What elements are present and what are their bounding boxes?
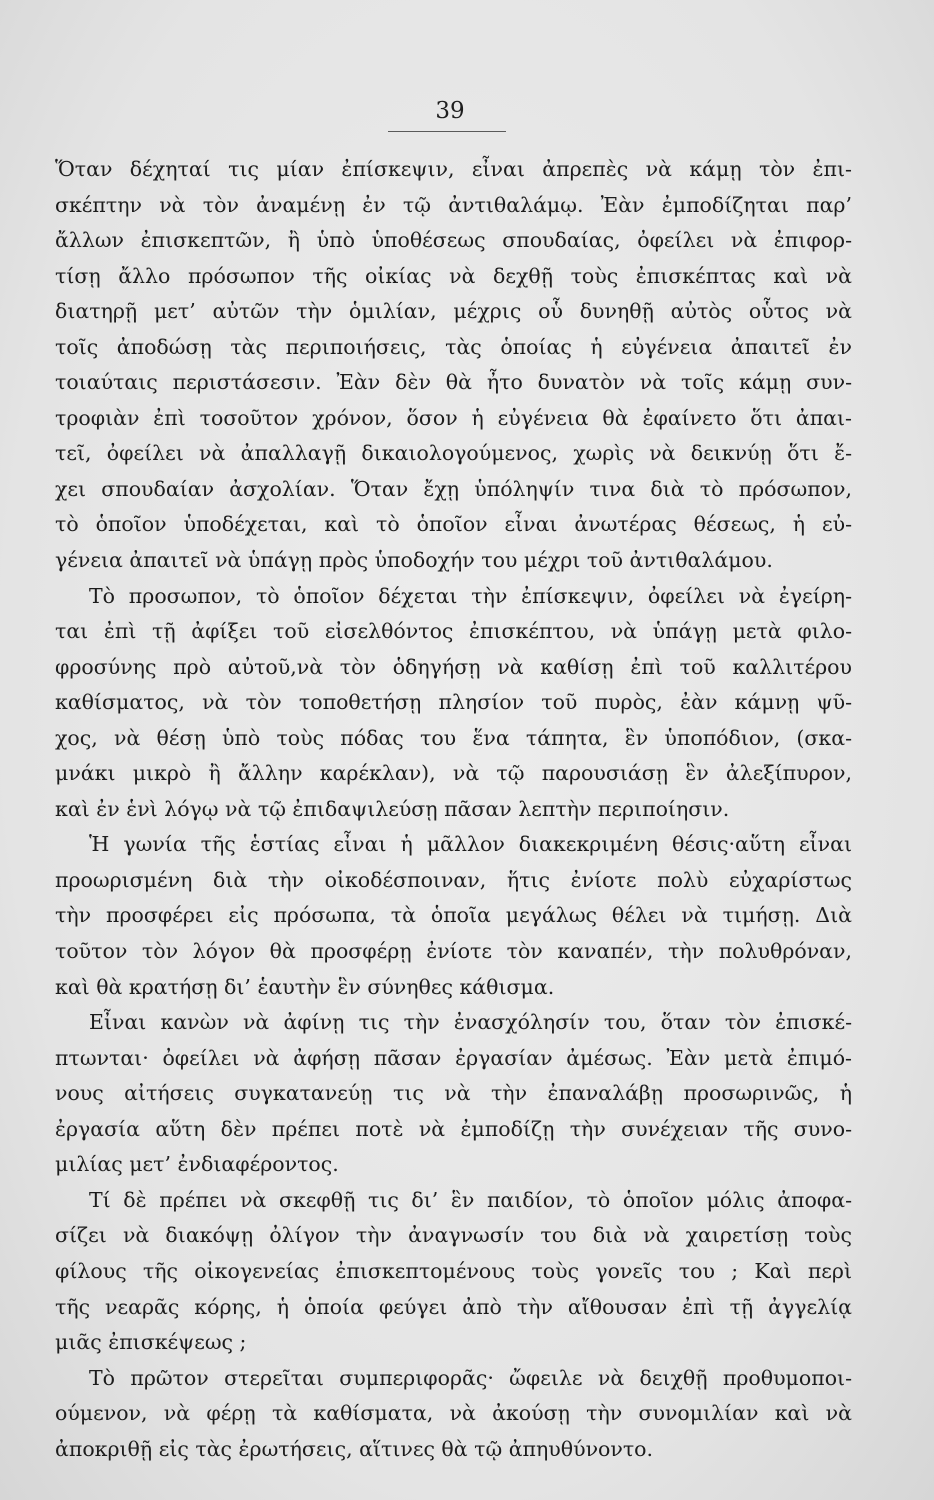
text-line: Τί δὲ πρέπει νὰ σκεφθῇ τις δι’ ἓν παιδίον, τὸ ὁποῖον μόλις ἀποφα- [89, 1187, 852, 1212]
page-number-rule [388, 131, 506, 132]
text-line: καὶ ἐν ἑνὶ λόγῳ νὰ τῷ ἐπιδαψιλεύσῃ πᾶσαν λεπτὴν περιποίησιν. [55, 796, 730, 821]
text-line: καὶ θὰ κρατήσῃ δι’ ἑαυτὴν ἓν σύνηθες κάθισμα. [55, 974, 555, 999]
text-line: τεῖ, ὀφείλει νὰ ἀπαλλαγῇ δικαιολογούμενος, χωρὶς νὰ δεικνύῃ ὅτι ἔ- [55, 441, 852, 466]
text-line: νους αἰτήσεις συγκατανεύῃ τις νὰ τὴν ἐπαναλάβῃ προσωρινῶς, ἡ [55, 1081, 852, 1106]
text-line: τοῦτον τὸν λόγον θὰ προσφέρῃ ἐνίοτε τὸν καναπέν, τὴν πολυθρόναν, [55, 939, 852, 964]
text-line: τὸ ὁποῖον ὑποδέχεται, καὶ τὸ ὁποῖον εἶναι ἀνωτέρας θέσεως, ἡ εὐ- [55, 512, 852, 537]
text-line: Τὸ προσωπον, τὸ ὁποῖον δέχεται τὴν ἐπίσκεψιν, ὀφείλει νὰ ἐγείρη- [89, 583, 852, 608]
text-line: πτωνται· ὀφείλει νὰ ἀφήσῃ πᾶσαν ἐργασίαν ἀμέσως. Ἐὰν μετὰ ἐπιμό- [55, 1045, 852, 1070]
text-line: τοῖς ἀποδώσῃ τὰς περιποιήσεις, τὰς ὁποίας ἡ εὐγένεια ἀπαιτεῖ ἐν [55, 334, 852, 359]
text-line: Εἶναι κανὼν νὰ ἀφίνῃ τις τὴν ἐνασχόλησίν του, ὅταν τὸν ἐπισκέ- [89, 1010, 852, 1035]
text-line: φίλους τῆς οἰκογενείας ἐπισκεπτομένους τοὺς γονεῖς του ; Καὶ περὶ [55, 1258, 852, 1283]
text-line: χει σπουδαίαν ἀσχολίαν. Ὅταν ἔχῃ ὑπόληψίν τινα διὰ τὸ πρόσωπον, [55, 476, 852, 501]
body-text [55, 152, 852, 1467]
text-line: ἐργασία αὕτη δὲν πρέπει ποτὲ νὰ ἐμποδίζῃ τὴν συνέχειαν τῆς συνο- [55, 1116, 852, 1141]
text-line: ούμενον, νὰ φέρῃ τὰ καθίσματα, νὰ ἀκούσῃ τὴν συνομιλίαν καὶ νὰ [55, 1401, 852, 1426]
text-line: τῆς νεαρᾶς κόρης, ἡ ὁποία φεύγει ἀπὸ τὴν αἴθουσαν ἐπὶ τῇ ἀγγελίᾳ [55, 1294, 852, 1319]
text-line: μιλίας μετ’ ἐνδιαφέροντος. [55, 1152, 339, 1177]
text-line: γένεια ἀπαιτεῖ νὰ ὑπάγῃ πρὸς ὑποδοχήν του μέχρι τοῦ ἀντιθαλάμου. [55, 548, 773, 573]
text-line: Τὸ πρῶτον στερεῖται συμπεριφορᾶς· ὤφειλε νὰ δειχθῇ προθυμοποι- [89, 1365, 852, 1390]
text-line: φροσύνης πρὸ αὐτοῦ,νὰ τὸν ὁδηγήσῃ νὰ καθίσῃ ἐπὶ τοῦ καλλιτέρου [55, 654, 852, 679]
text-line: τίσῃ ἄλλο πρόσωπον τῆς οἰκίας νὰ δεχθῇ τοὺς ἐπισκέπτας καὶ νὰ [55, 263, 852, 288]
text-line: μιᾶς ἐπισκέψεως ; [55, 1330, 247, 1355]
text-line: καθίσματος, νὰ τὸν τοποθετήσῃ πλησίον τοῦ πυρὸς, ἐὰν κάμνῃ ψῦ- [55, 690, 852, 715]
text-line: Ἡ γωνία τῆς ἑστίας εἶναι ἡ μᾶλλον διακεκριμένη θέσις·αὕτη εἶναι [89, 832, 852, 857]
text-line: σίζει νὰ διακόψῃ ὀλίγον τὴν ἀναγνωσίν του διὰ νὰ χαιρετίσῃ τοὺς [55, 1223, 852, 1248]
text-line: μνάκι μικρὸ ἢ ἄλλην καρέκλαν), νὰ τῷ παρουσιάσῃ ἓν ἀλεξίπυρον, [55, 761, 852, 786]
text-line: τὴν προσφέρει εἰς πρόσωπα, τὰ ὁποῖα μεγάλως θέλει νὰ τιμήσῃ. Διὰ [55, 903, 852, 928]
text-line: σκέπτην νὰ τὸν ἀναμένῃ ἐν τῷ ἀντιθαλάμῳ. Ἐὰν ἐμποδίζηται παρ’ [55, 192, 852, 217]
text-line: προωρισμένη διὰ τὴν οἰκοδέσποιναν, ἥτις ἐνίοτε πολὺ εὐχαρίστως [55, 867, 852, 892]
text-line: Ὅταν δέχηταί τις μίαν ἐπίσκεψιν, εἶναι ἀπρεπὲς νὰ κάμῃ τὸν ἐπι- [55, 157, 852, 181]
page-number: 39 [435, 98, 465, 124]
text-line: ται ἐπὶ τῇ ἀφίξει τοῦ εἰσελθόντος ἐπισκέπτου, νὰ ὑπάγῃ μετὰ φιλο- [55, 619, 852, 644]
text-line: τοιαύταις περιστάσεσιν. Ἐὰν δὲν θὰ ἦτο δυνατὸν νὰ τοῖς κάμῃ συν- [55, 370, 852, 395]
text-line: ἄλλων ἐπισκεπτῶν, ἢ ὑπὸ ὑποθέσεως σπουδαίας, ὀφείλει νὰ ἐπιφορ- [55, 228, 852, 253]
text-line: διατηρῇ μετ’ αὐτῶν τὴν ὁμιλίαν, μέχρις οὗ δυνηθῇ αὐτὸς οὗτος νὰ [55, 299, 852, 324]
text-line: τροφιὰν ἐπὶ τοσοῦτον χρόνον, ὅσον ἡ εὐγένεια θὰ ἐφαίνετο ὅτι ἀπαι- [55, 405, 852, 430]
text-line: ἀποκριθῇ εἰς τὰς ἐρωτήσεις, αἵτινες θὰ τῷ ἀπηυθύνοντο. [55, 1436, 654, 1461]
text-line: χος, νὰ θέσῃ ὑπὸ τοὺς πόδας του ἕνα τάπητα, ἓν ὑποπόδιον, (σκα- [55, 725, 852, 750]
